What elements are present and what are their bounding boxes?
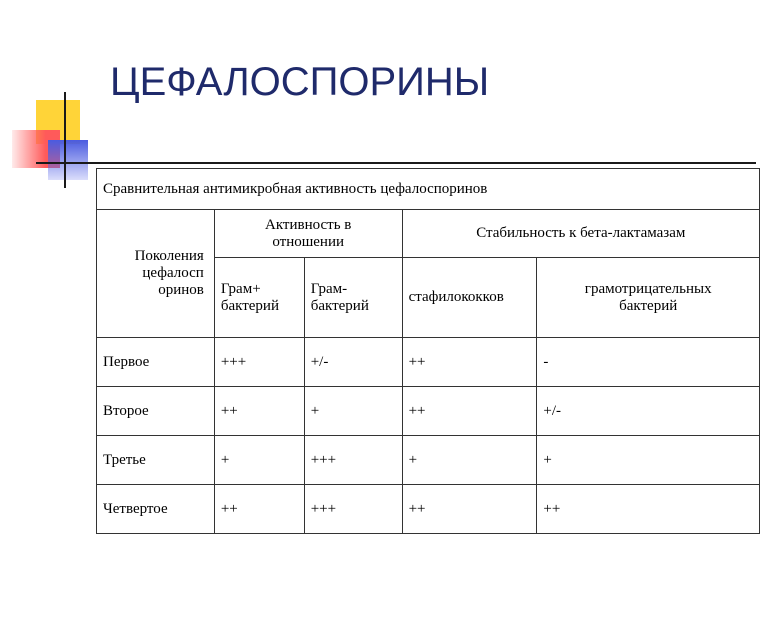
- slide-title: ЦЕФАЛОСПОРИНЫ: [110, 60, 490, 104]
- table-row: [97, 485, 760, 534]
- gram-negative-header-line: Грам-: [310, 280, 348, 297]
- gram-negative-cell: +/-: [304, 338, 402, 387]
- gram-negative-bacteria-cell: -: [537, 338, 760, 387]
- gram-positive-header: [214, 258, 304, 338]
- gram-negative-cell: +++: [304, 436, 402, 485]
- gram-negative-header-line: бактерий: [310, 297, 369, 314]
- generation-cell: Четвертое: [97, 485, 215, 534]
- table-row: [97, 436, 760, 485]
- gram-negative-cell: +++: [304, 485, 402, 534]
- gram-positive-header-line: бактерий: [220, 297, 279, 314]
- decor-horizontal-line: [36, 162, 756, 164]
- generation-header: [97, 210, 215, 338]
- generation-cell: Третье: [97, 436, 215, 485]
- decor-vertical-line: [64, 92, 66, 188]
- generation-header-line: цефалосп: [142, 264, 204, 281]
- generation-header-line: Поколения: [134, 247, 204, 264]
- gram-negative-bacteria-header-line: грамотрицательных: [584, 280, 712, 297]
- gram-positive-cell: +: [214, 436, 304, 485]
- staph-cell: +: [402, 436, 537, 485]
- gram-negative-header: [304, 258, 402, 338]
- gram-negative-bacteria-header-line: бактерий: [619, 297, 678, 314]
- generation-header-line: оринов: [158, 282, 204, 299]
- staphylococci-header: стафилококков: [402, 258, 537, 338]
- gram-negative-bacteria-cell: +/-: [537, 387, 760, 436]
- decor-blue-square: [48, 140, 88, 180]
- table-row: [97, 387, 760, 436]
- stability-header: Стабильность к бета-лактамазам: [402, 210, 759, 258]
- gram-positive-cell: ++: [214, 387, 304, 436]
- gram-positive-cell: +++: [214, 338, 304, 387]
- activity-header: [214, 210, 402, 258]
- gram-positive-cell: ++: [214, 485, 304, 534]
- gram-negative-bacteria-cell: ++: [537, 485, 760, 534]
- gram-negative-bacteria-header: [537, 258, 760, 338]
- comparison-table: [96, 168, 760, 534]
- table-row: [97, 338, 760, 387]
- activity-header-line: отношении: [272, 233, 345, 250]
- staph-cell: ++: [402, 338, 537, 387]
- gram-negative-bacteria-cell: +: [537, 436, 760, 485]
- activity-header-line: Активность в: [265, 216, 352, 233]
- generation-cell: Первое: [97, 338, 215, 387]
- staph-cell: ++: [402, 387, 537, 436]
- staph-cell: ++: [402, 485, 537, 534]
- generation-cell: Второе: [97, 387, 215, 436]
- gram-negative-cell: +: [304, 387, 402, 436]
- table-caption: Сравнительная антимикробная активность цефалоспоринов: [97, 169, 760, 210]
- gram-positive-header-line: Грам+: [220, 280, 261, 297]
